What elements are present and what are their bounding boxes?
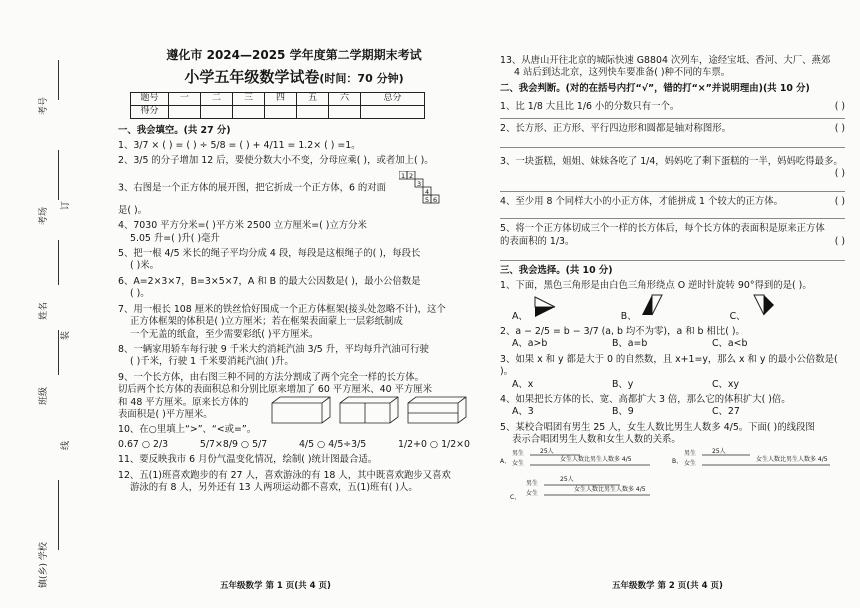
question-8-line-1: 8、一辆家用轿车每行驶 9 千米大约消耗汽油 3/5 升，平均每升汽油可行驶 — [118, 343, 429, 355]
divider — [500, 147, 845, 148]
binding-mark-xian: 线 — [61, 440, 71, 450]
seg-count: 25人 — [540, 447, 554, 455]
question-6-line-2: ( )。 — [130, 288, 150, 300]
school-label: 镇(乡) 学校 — [39, 542, 49, 588]
question-3 — [118, 171, 470, 217]
score-header-cell: 题号 — [131, 92, 169, 105]
page-2-footer: 五年级数学 第 2 页(共 4 页) — [612, 581, 723, 591]
question-13 — [500, 55, 845, 80]
choice-option[interactable]: B、y — [612, 378, 634, 390]
blank-line — [58, 150, 59, 200]
choice-option[interactable]: A、x — [512, 378, 534, 390]
compare-item[interactable]: 0.67 ○ 2/3 — [118, 438, 169, 450]
divider — [500, 218, 845, 219]
judge-1 — [500, 101, 845, 113]
choice-4 — [500, 394, 845, 419]
score-table — [130, 92, 425, 119]
compare-item[interactable]: 4/5 ○ 4/5÷3/5 — [298, 438, 367, 450]
question-3-continued: 是( )。 — [118, 204, 148, 216]
question-7-line-1: 7、用一根长 108 厘米的铁丝恰好围成一个正方体框架(接头处忽略不计)，这个 — [118, 303, 446, 315]
question-8-line-2: ( )千米，行驶 1 千米要消耗汽油( )升。 — [130, 356, 294, 368]
section-title: 一、我会填空。(共 27 分) — [118, 124, 231, 136]
question-13-line-2: 4 站后到达北京，这列快车要准备( )种不同的车票。 — [514, 67, 731, 79]
net-cell-label: 2 — [409, 171, 414, 180]
judge-4-text: 4、至少用 8 个同样大小的小正方体，才能拼成 1 个较大的正方体。 — [500, 195, 783, 207]
question-12-line-1: 12、五(1)班喜欢跑步的有 27 人，喜欢游泳的有 18 人，其中既喜欢跑步又喜欢 — [118, 469, 451, 481]
question-2: 2、3/5 的分子增加 12 后，要使分数大小不变，分母应乘( )，或者加上( )。 — [118, 155, 434, 167]
judge-2-text: 2、长方形、正方形、平行四边形和圆都是轴对称图形。 — [500, 122, 731, 134]
divider — [500, 191, 845, 192]
exam-number-label: 考号 — [39, 96, 49, 115]
net-cell-label: 6 — [433, 195, 438, 204]
blank-line — [58, 60, 59, 100]
triangle-figure-c — [748, 293, 778, 319]
question-12 — [118, 470, 470, 495]
score-header-cell: 六 — [329, 92, 361, 105]
judge-2 — [500, 123, 845, 135]
section-title: 三、我会选择。(共 10 分) — [500, 265, 613, 277]
choice-option[interactable]: C、27 — [712, 406, 740, 418]
choice-5 — [500, 422, 845, 511]
binding-strip — [8, 40, 78, 600]
class-label: 班级 — [39, 386, 49, 405]
choice-3 — [500, 354, 845, 391]
blank-line — [58, 240, 59, 285]
question-10-prompt: 10、在○里填上“>”、“<或=”。 — [118, 424, 257, 436]
question-9 — [118, 372, 470, 422]
choice-5-line-2: 表示合唱团男生人数和女生人数的关系。 — [512, 434, 681, 446]
answer-paren[interactable]: ( ) — [834, 168, 845, 180]
compare-item[interactable]: 1/2+0 ○ 1/2×0 — [398, 438, 470, 450]
answer-paren[interactable]: ( ) — [834, 195, 845, 207]
question-5 — [118, 248, 470, 273]
score-row-label: 得分 — [131, 105, 169, 118]
choice-3-text: 3、如果 x 和 y 都是大于 0 的自然数，且 x+1=y，那么 x 和 y 的最小公倍数是( )。 — [500, 353, 838, 378]
judge-3-text: 3、一块蛋糕，姐姐、妹妹各吃了 1/4，妈妈吃了剩下蛋糕的一半，妈妈吃得最多。 — [500, 156, 843, 168]
question-5-line-1: 5、把一根 4/5 米长的绳子平均分成 4 段，每段是这根绳子的( )，每段长 — [118, 248, 421, 260]
score-header-cell: 二 — [201, 92, 233, 105]
seg-label: 女生 — [526, 489, 539, 497]
choice-4-text: 4、如果把长方体的长、宽、高都扩大 3 倍，那么它的体积扩大( )倍。 — [500, 393, 791, 405]
binding-mark-zhuang: 装 — [61, 330, 71, 340]
question-6-line-1: 6、A=2×3×7，B=3×5×7，A 和 B 的最大公因数是( )，最小公倍数是 — [118, 275, 421, 287]
net-cell-label: 5 — [425, 195, 430, 204]
option-label: B、 — [672, 457, 683, 465]
seg-label: 男生 — [526, 479, 539, 487]
question-9-line-2: 切后两个长方体的表面积总和分别比原来增加了 60 平方厘米、40 平方厘米 — [118, 384, 433, 396]
blank-line — [58, 330, 59, 375]
cuboid-figures — [270, 395, 470, 425]
question-4-line-2: 5.05 升=( )升( )毫升 — [130, 232, 220, 244]
choice-option[interactable]: A、a>b — [512, 338, 548, 350]
score-header-cell: 一 — [169, 92, 201, 105]
answer-paren[interactable]: ( ) — [834, 101, 845, 113]
answer-paren[interactable]: ( ) — [834, 235, 845, 247]
seg-label: 男生 — [512, 449, 525, 457]
exam-subtitle: 小学五年级数学试卷(时间：70 分钟) — [184, 67, 404, 86]
judge-5 — [500, 223, 845, 248]
choice-1-text: 1、下面，黑色三角形是由白色三角形绕点 O 逆时针旋转 90°得到的是( )。 — [500, 280, 812, 292]
seg-label: 女生 — [684, 459, 697, 467]
judge-3 — [500, 156, 845, 181]
choice-option[interactable]: C、 — [730, 293, 779, 323]
question-9-line-1: 9、一个长方体，由右图三种不同的方法分割成了两个完全一样的长方体。 — [118, 371, 424, 383]
question-7-line-3: 一个无盖的纸盒，至少需要彩纸( )平方厘米。 — [130, 328, 319, 340]
option-label: C、 — [510, 493, 521, 501]
question-11: 11、要反映我市 6 月份气温变化情况，绘制( )统计图最合适。 — [118, 454, 378, 466]
score-cell[interactable] — [233, 105, 265, 118]
binding-mark-ding: 订 — [61, 200, 71, 210]
seg-label: 男生 — [684, 449, 697, 457]
seg-note: 女生人数比男生人数多 4/5 — [574, 485, 646, 493]
page-2-column — [500, 52, 845, 514]
question-7 — [118, 304, 470, 341]
score-header-cell: 四 — [265, 92, 297, 105]
score-header-cell: 总分 — [361, 92, 425, 105]
score-cell[interactable] — [265, 105, 297, 118]
name-label: 姓名 — [39, 301, 49, 320]
judge-5-line-2: 的表面积的 1/3。 — [500, 235, 575, 247]
exam-title: 遵化市 2024—2025 学年度第二学期期末考试 — [166, 48, 422, 62]
seg-count: 25人 — [560, 475, 574, 483]
question-6 — [118, 276, 470, 301]
seg-note: 女生人数比男生人数多 4/5 — [560, 455, 632, 463]
judge-1-text: 1、比 1/8 大且比 1/6 小的分数只有一个。 — [500, 101, 680, 113]
blank-line — [58, 480, 59, 550]
score-cell[interactable] — [169, 105, 201, 118]
question-4 — [118, 220, 470, 245]
net-cell-label: 4 — [425, 187, 430, 196]
choice-option[interactable]: A、 — [512, 293, 561, 323]
triangle-figure-a — [531, 293, 561, 319]
exam-room-label: 考场 — [39, 206, 49, 225]
choice-option[interactable]: B、 — [621, 293, 670, 323]
seg-count: 25人 — [712, 447, 726, 455]
question-12-line-2: 游泳的有 8 人，另外还有 13 人两项运动都不喜欢，五(1)班有( )人。 — [130, 481, 418, 493]
net-cell-label: 3 — [417, 179, 422, 188]
page-1-column — [118, 48, 470, 497]
question-13-line-1: 13、从唐山开往北京的城际快速 G8804 次列车，途经宝坻、香河、大厂、燕郊 — [500, 55, 831, 66]
choice-option[interactable]: B、a=b — [612, 338, 648, 350]
segment-diagrams — [500, 447, 840, 507]
score-header-cell: 五 — [297, 92, 329, 105]
divider — [500, 118, 845, 119]
net-cell-label: 1 — [401, 171, 406, 180]
seg-note: 女生人数比男生人数多 4/5 — [756, 455, 828, 463]
score-cell[interactable] — [329, 105, 361, 118]
divider — [500, 260, 845, 261]
question-3-text: 3、右图是一个正方体的展开图，把它折成一个正方体，6 的对面 — [118, 182, 387, 194]
question-9-line-3: 和 48 平方厘米。原来长方体的 — [118, 396, 249, 408]
choice-1 — [500, 280, 845, 322]
choice-option[interactable]: A、3 — [512, 406, 534, 418]
score-cell[interactable] — [361, 105, 425, 118]
section-title: 二、我会判断。(对的在括号内打“√”，错的打“×”并说明理由)(共 10 分) — [500, 82, 810, 94]
judge-5-line-1: 5、将一个正方体切成三个一样的长方体后，每个长方体的表面积是原来正方体 — [500, 223, 825, 235]
page-1-footer: 五年级数学 第 1 页(共 4 页) — [220, 581, 331, 591]
question-1: 1、3/7 × ( ) = ( ) ÷ 5/8 = ( ) + 4/11 = 1.2× ( ) =1。 — [118, 140, 361, 152]
question-10 — [118, 424, 470, 451]
question-9-line-4: 表面积是( )平方厘米。 — [118, 408, 213, 420]
score-header-cell: 三 — [233, 92, 265, 105]
cube-net-figure — [399, 171, 447, 205]
question-5-line-2: ( )米。 — [130, 260, 160, 272]
answer-paren[interactable]: ( ) — [834, 122, 845, 134]
choice-2-text: 2、a − 2/5 = b − 3/7 (a, b 均不为零)，a 和 b 相比( )。 — [500, 325, 745, 337]
choice-option[interactable]: B、9 — [612, 406, 634, 418]
triangle-figure-b — [640, 293, 670, 319]
judge-4 — [500, 196, 845, 208]
choice-option[interactable]: C、a<b — [712, 338, 748, 350]
question-7-line-2: 正方体框架的体积是( )立方厘米；若在框架表面蒙上一层彩纸制成 — [130, 316, 403, 328]
question-4-line-1: 4、7030 平方分米=( )平方米 2500 立方厘米=( )立方分米 — [118, 220, 367, 232]
choice-2 — [500, 326, 845, 351]
score-cell[interactable] — [201, 105, 233, 118]
score-cell[interactable] — [297, 105, 329, 118]
seg-label: 女生 — [512, 459, 525, 467]
compare-item[interactable]: 5/7×8/9 ○ 5/7 — [199, 438, 268, 450]
choice-5-line-1: 5、某校合唱团有男生 25 人，女生人数比男生人数多 4/5。下面( )的线段图 — [500, 421, 815, 433]
question-8 — [118, 344, 470, 369]
choice-option[interactable]: C、xy — [712, 378, 740, 390]
option-label: A、 — [500, 457, 511, 465]
